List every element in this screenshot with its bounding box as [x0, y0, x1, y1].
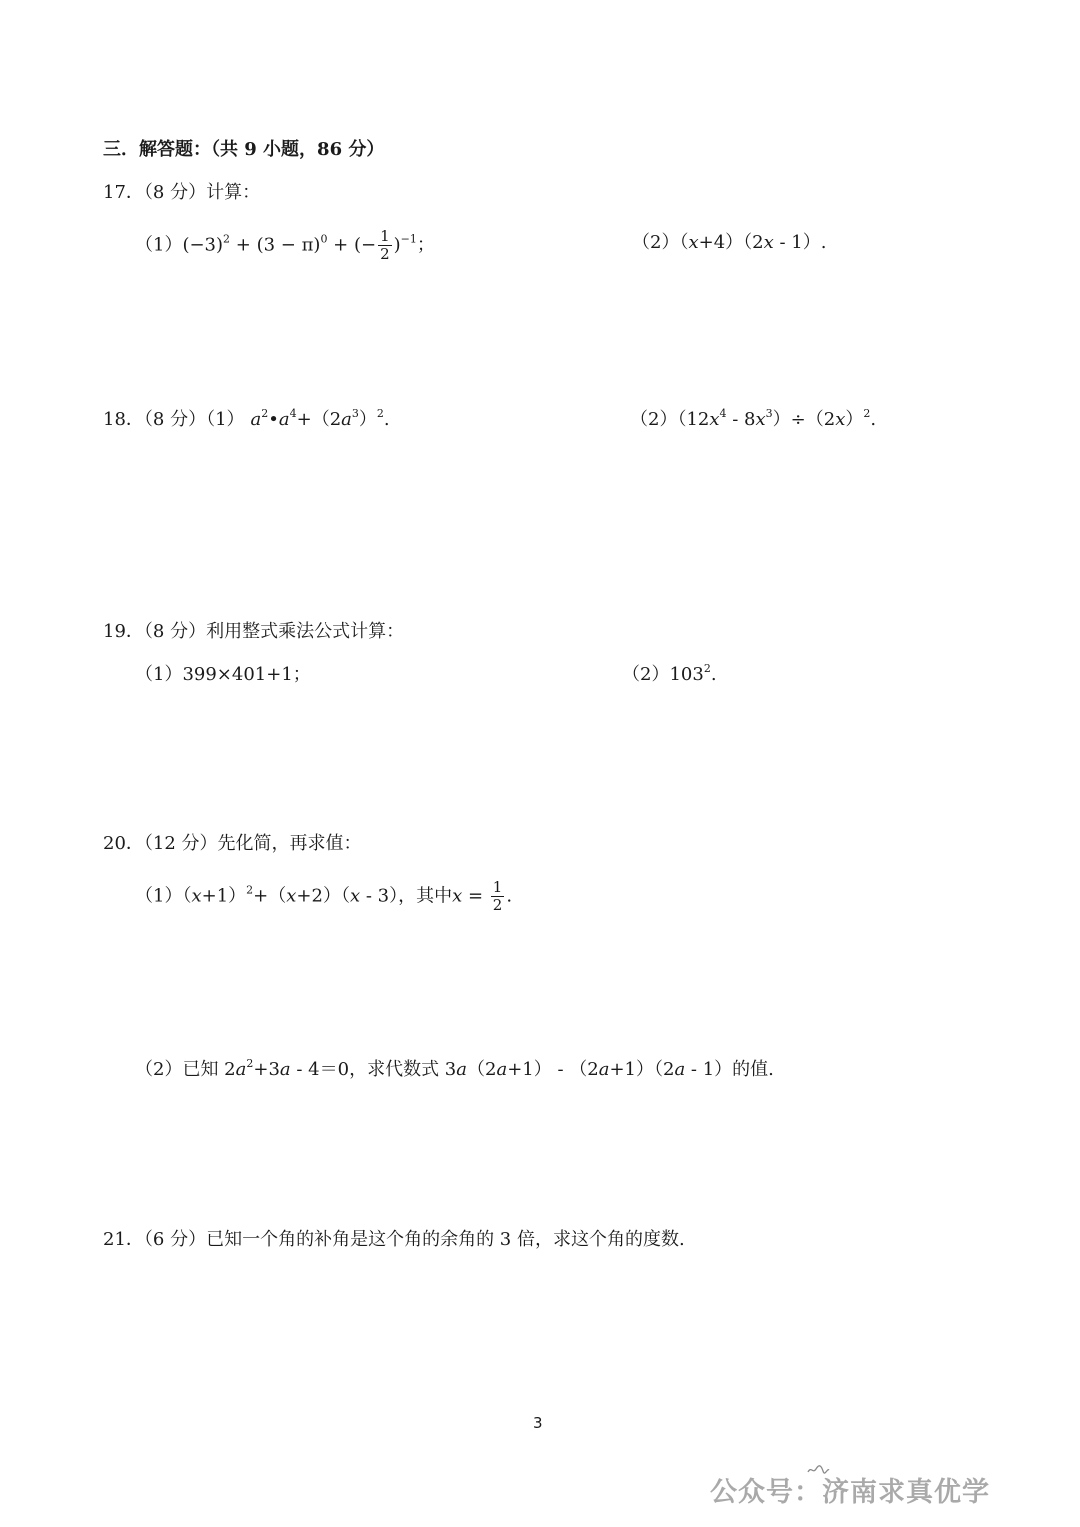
q17-p1-term-b: + (3 − π): [230, 234, 321, 256]
fraction-numerator: 1: [492, 878, 503, 896]
exp: 2: [376, 407, 384, 420]
q19-header: 19．（8 分）利用整式乘法公式计算：: [103, 621, 405, 642]
q17-p1-term-c: + (−: [327, 234, 377, 256]
q20-p1-b: +1）: [201, 885, 247, 907]
var-a: a: [235, 1059, 247, 1080]
q20-p2-b: +3: [253, 1059, 280, 1080]
q20-p2-f: +1）（2: [609, 1059, 675, 1080]
fraction-denominator: 2: [492, 896, 503, 914]
q18-p1-close: ）: [358, 409, 377, 430]
exp: 4: [719, 407, 727, 420]
q19-p2-end: .: [710, 664, 717, 685]
fraction-denominator: 2: [380, 245, 390, 263]
dot-operator: •: [268, 409, 279, 430]
var-a: a: [341, 409, 352, 430]
q18-p1-mid: +（2: [296, 409, 342, 430]
fraction-numerator: 1: [380, 227, 390, 245]
exp: 2: [863, 407, 871, 420]
var-x: x: [763, 232, 774, 253]
q20-p2-a: （2）已知 2: [135, 1059, 236, 1080]
q18-part1-label: （1）: [206, 409, 245, 430]
var-x: x: [349, 885, 361, 907]
q18-part2: [630, 408, 876, 432]
var-x: x: [286, 885, 297, 907]
q18-part2-label: （2）: [630, 409, 678, 430]
q17-part2-label: （2）: [632, 232, 680, 253]
q19-part2: [622, 663, 717, 687]
q17-p1-exp-a: 2: [223, 232, 231, 246]
q20-p2-c: - 4＝0，求代数式 3: [290, 1059, 457, 1080]
var-x: x: [688, 232, 699, 253]
q20-p2-g: - 1）的值.: [685, 1059, 774, 1080]
var-x: x: [452, 885, 463, 907]
q18-p1-end: .: [383, 409, 390, 430]
var-x: x: [755, 409, 766, 430]
q17-header: 17．（8 分）计算：: [103, 182, 261, 203]
exp: 2: [246, 883, 254, 897]
q20-p1-e: - 3），其中: [360, 885, 453, 907]
q20-p1-fraction: [491, 880, 505, 913]
exp: 2: [261, 407, 269, 420]
exp: 3: [351, 407, 359, 420]
exp: 3: [765, 407, 773, 420]
q20-p1-c: +（: [253, 885, 287, 907]
q17-part1: [135, 229, 435, 262]
section-title: 三．解答题：（共 9 小题，86 分）: [103, 139, 385, 160]
q20-p2-d: （2: [467, 1059, 497, 1080]
var-a: a: [674, 1059, 686, 1080]
q17-p2-a: （: [679, 232, 689, 253]
q19-part1: （1）399×401+1；: [135, 664, 311, 685]
q17-p2-b: +4）（2: [698, 232, 764, 253]
var-a: a: [598, 1059, 610, 1080]
q17-part2: [632, 231, 826, 255]
q17-p1-fraction: [378, 229, 392, 262]
q20-p1-d: +2）（: [296, 885, 350, 907]
q19-p2-base: （2）103: [622, 664, 704, 685]
q17-p1-exp-b: 0: [320, 232, 328, 246]
var-a: a: [278, 409, 290, 430]
exp: 2: [246, 1057, 254, 1070]
q17-p1-end: ；: [416, 234, 435, 256]
q20-part2: [135, 1058, 774, 1082]
q20-p1-end: .: [506, 885, 513, 907]
var-a: a: [279, 1059, 291, 1080]
q18-p2-b: - 8: [726, 409, 756, 430]
q20-header: 20．（12 分）先化简，再求值：: [103, 833, 362, 854]
q21-header: 21．（6 分）已知一个角的补角是这个角的余角的 3 倍，求这个角的度数.: [103, 1229, 685, 1250]
exp: 4: [289, 407, 297, 420]
q18-p2-end: .: [870, 409, 877, 430]
var-a: a: [496, 1059, 508, 1080]
var-x: x: [709, 409, 720, 430]
q18-header: 18．（8 分）: [103, 409, 207, 430]
q20-p1-a: （1）（: [135, 885, 192, 907]
page-number: 3: [533, 1414, 543, 1432]
q20-p2-e: +1） - （2: [507, 1059, 599, 1080]
q17-p2-c: - 1）.: [773, 232, 827, 253]
q17-p1-term-d: ): [393, 234, 401, 256]
q18-line: [103, 408, 390, 432]
q17-p1-term-a: (−3): [182, 234, 224, 256]
var-x: x: [191, 885, 202, 907]
q18-p2-c: ）÷（2: [772, 409, 836, 430]
q20-part1: [135, 880, 512, 913]
equals: =: [462, 885, 489, 907]
var-a: a: [250, 409, 262, 430]
footer-watermark: 公众号：济南求真优学: [710, 1477, 990, 1508]
q17-p1-exp-d: −1: [400, 232, 417, 246]
var-a: a: [456, 1059, 467, 1080]
q18-p2-d: ）: [845, 409, 864, 430]
var-x: x: [835, 409, 846, 430]
q17-part1-label: （1）: [135, 234, 183, 256]
exp: 2: [703, 662, 711, 675]
q18-p2-a: （12: [677, 409, 710, 430]
